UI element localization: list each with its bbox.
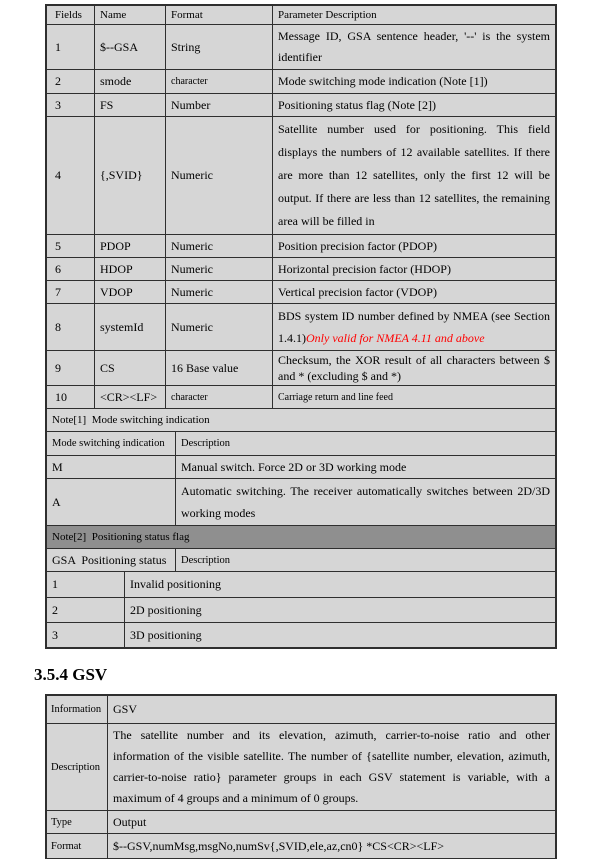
cell-name: systemId	[94, 304, 165, 350]
cell-name: $--GSA	[94, 25, 165, 69]
cell-name: smode	[94, 70, 165, 93]
table-row	[47, 93, 555, 116]
table-row	[47, 350, 555, 385]
cell-format: character	[165, 386, 272, 408]
table-row	[47, 833, 555, 858]
red-note-text: Only valid for NMEA 4.11 and above	[306, 331, 485, 345]
cell-field-number: 5	[55, 238, 61, 253]
table-header-row	[47, 6, 555, 24]
table-row	[47, 810, 555, 833]
table-row	[47, 116, 555, 234]
cell-description	[272, 25, 555, 69]
table-row	[47, 234, 555, 257]
table-row	[47, 696, 555, 723]
col-header-fields: Fields	[55, 9, 82, 21]
label-type: Type	[51, 816, 72, 828]
cell-type-value: Output	[107, 811, 555, 833]
cell-description-value	[107, 724, 555, 810]
cell-format: Numeric	[165, 258, 272, 280]
table-row	[47, 478, 555, 525]
cell-text	[278, 305, 550, 349]
cell-field-number: 8	[55, 319, 61, 334]
col-header-mode-switching: Mode switching indication	[52, 438, 165, 449]
cell-format: Numeric	[165, 304, 272, 350]
cell-format: String	[165, 25, 272, 69]
cell-mode-key: M	[52, 459, 63, 474]
cell-format: Numeric	[165, 117, 272, 234]
cell-status-key: 1	[52, 577, 58, 591]
table-row	[47, 257, 555, 280]
cell-description: Mode switching mode indication (Note [1])	[272, 70, 555, 93]
cell-field-number: 2	[55, 74, 61, 88]
cell-description	[272, 304, 555, 350]
cell-description: Carriage return and line feed	[272, 386, 555, 408]
note2-title-row	[47, 525, 555, 548]
cell-text: Satellite number used for positioning. This field displays the numbers of 12 available satellites. If there are more than 12 satellites, only the first 12 will be output. If there are less than 12 satellites, the remaining area will be filled in	[278, 122, 550, 228]
cell-description: Vertical precision factor (VDOP)	[272, 281, 555, 303]
cell-text: Message ID, GSA sentence header, '--' is the system identifier	[278, 29, 550, 64]
cell-description: Manual switch. Force 2D or 3D working mode	[175, 456, 555, 478]
col-header-description: Description	[175, 549, 555, 571]
note1-title-row	[47, 408, 555, 431]
table-row	[47, 280, 555, 303]
cell-description	[272, 351, 555, 385]
table-row	[47, 622, 555, 647]
cell-format: character	[165, 70, 272, 93]
col-header-gsa-positioning-status: GSA Positioning status	[52, 552, 167, 567]
cell-name: {,SVID}	[94, 117, 165, 234]
cell-name: PDOP	[94, 235, 165, 257]
cell-mode-key: A	[52, 494, 61, 509]
cell-description: 3D positioning	[124, 623, 555, 647]
description-text: BDS system ID number defined by NMEA (see Section 1.4.1)	[278, 309, 550, 345]
cell-status-key: 3	[52, 627, 58, 642]
cell-field-number: 4	[55, 168, 61, 182]
table-row	[47, 24, 555, 69]
table-row	[47, 69, 555, 93]
cell-format: Numeric	[165, 281, 272, 303]
cell-description: Horizontal precision factor (HDOP)	[272, 258, 555, 280]
table-row	[47, 455, 555, 478]
cell-text: Automatic switching. The receiver automatically switches between 2D/3D working modes	[181, 484, 550, 520]
col-header-name: Name	[94, 6, 165, 24]
cell-description: Invalid positioning	[124, 572, 555, 597]
cell-description	[175, 479, 555, 525]
cell-name: VDOP	[94, 281, 165, 303]
label-description: Description	[51, 761, 100, 773]
cell-field-number: 10	[55, 389, 67, 404]
cell-field-number: 3	[55, 97, 61, 112]
cell-information-value: GSV	[107, 696, 555, 723]
table-row	[47, 571, 555, 597]
table-row	[47, 597, 555, 622]
label-format: Format	[51, 840, 82, 852]
cell-description	[272, 117, 555, 234]
cell-format: Numeric	[165, 235, 272, 257]
col-header-description: Parameter Description	[272, 6, 555, 24]
table-row	[47, 385, 555, 408]
section-heading: 3.5.4 GSV	[34, 665, 108, 684]
cell-description: Positioning status flag (Note [2])	[272, 94, 555, 116]
note2-title: Note[2] Positioning status flag	[52, 531, 190, 543]
note1-header-row	[47, 431, 555, 455]
col-header-format: Format	[165, 6, 272, 24]
cell-name: <CR><LF>	[94, 386, 165, 408]
cell-status-key: 2	[52, 602, 58, 617]
cell-name: HDOP	[94, 258, 165, 280]
cell-field-number: 7	[55, 284, 61, 299]
table-row	[47, 303, 555, 350]
cell-format-value: $--GSV,numMsg,msgNo,numSv{,SVID,ele,az,cn0} *CS<CR><LF>	[107, 834, 555, 858]
label-information: Information	[51, 704, 102, 715]
cell-name: FS	[94, 94, 165, 116]
cell-field-number: 1	[55, 39, 61, 54]
note1-title: Note[1] Mode switching indication	[52, 414, 210, 426]
cell-text: The satellite number and its elevation, azimuth, carrier-to-noise ratio and other information of the visible satellite. The number of {satellite number, elevation, azimuth, carrier-to-noise ratio} parameter groups in each GSV statement is variable, with a maximum of 4 groups and a minimum of 0 groups.	[113, 728, 550, 805]
cell-description: Position precision factor (PDOP)	[272, 235, 555, 257]
cell-format: 16 Base value	[165, 351, 272, 385]
cell-field-number: 9	[55, 360, 61, 375]
gsv-summary-table	[45, 694, 557, 859]
table-row	[47, 723, 555, 810]
cell-format: Number	[165, 94, 272, 116]
cell-text: Checksum, the XOR result of all characters between $ and * (excluding $ and *)	[278, 353, 550, 383]
gsa-fields-table	[45, 4, 557, 649]
cell-field-number: 6	[55, 261, 61, 276]
note2-header-row	[47, 548, 555, 571]
col-header-description: Description	[175, 432, 555, 455]
cell-description: 2D positioning	[124, 598, 555, 622]
cell-name: CS	[94, 351, 165, 385]
